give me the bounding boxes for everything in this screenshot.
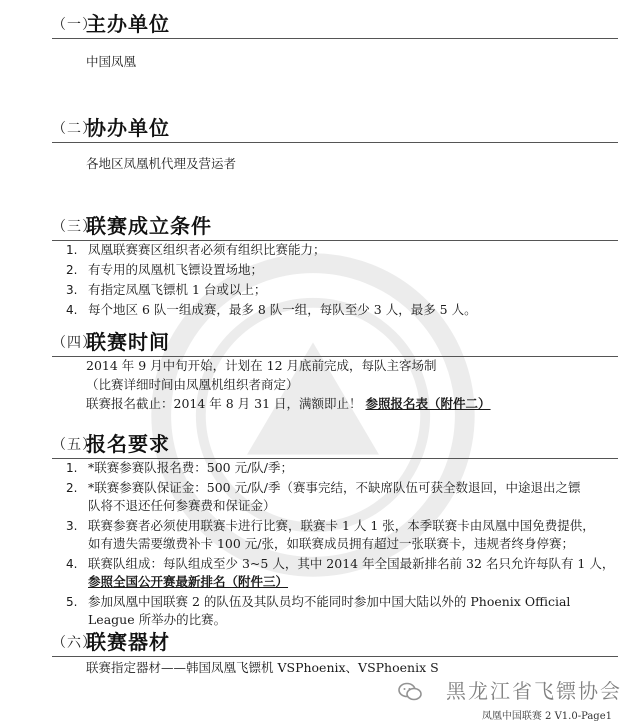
list-text-continued: League 所举办的比赛。: [88, 612, 227, 627]
list-item: [0, 458, 640, 478]
section-number: （二）: [52, 121, 97, 137]
list-item: [0, 516, 640, 556]
section-title: 协办单位: [86, 116, 170, 140]
section-schedule: [0, 326, 640, 420]
section-text: 中国凤凰: [86, 54, 137, 69]
list-item: [0, 300, 640, 320]
section-title: 主办单位: [86, 12, 170, 36]
section-title: 联赛器材: [86, 630, 170, 654]
registration-form-link[interactable]: 参照报名表（附件二）: [365, 396, 491, 411]
page-footer: 凤凰中国联赛 2 V1.0-Page1: [481, 711, 612, 722]
registration-deadline: [86, 394, 491, 414]
list-item: [0, 554, 640, 594]
schedule-line: 2014 年 9 月中旬开始，计划在 12 月底前完成，每队主客场制: [86, 358, 437, 373]
section-conditions: [0, 210, 640, 324]
list-text: 联赛队组成：每队组成至少 3~5 人，其中 2014 年全国最新排名前 32 名只允许每队有 1 人，: [88, 556, 615, 571]
wechat-icon: [398, 682, 422, 702]
list-number: 3.: [66, 283, 78, 297]
section-co-organizer: [0, 112, 640, 182]
list-text: 联赛参赛者必须使用联赛卡进行比赛，联赛卡 1 人 1 张，本季联赛卡由凤凰中国免费提供，: [88, 518, 595, 533]
list-text: 有专用的凤凰机飞镖设置场地；: [88, 262, 264, 277]
list-number: 1.: [66, 461, 78, 475]
list-text-continued: 如有遗失需要缴费补卡 100 元/张，如联赛成员拥有超过一张联赛卡，违规者终身停赛；: [88, 536, 575, 551]
ranking-link[interactable]: 参照全国公开赛最新排名（附件三）: [88, 574, 289, 589]
list-text: 有指定凤凰飞镖机 1 台或以上；: [88, 282, 267, 297]
list-text: 每个地区 6 队一组成赛，最多 8 队一组，每队至少 3 人，最多 5 人。: [88, 302, 477, 317]
list-text-continued: 队将不退还任何参赛费和保证金）: [88, 498, 276, 513]
section-number: （四）: [52, 335, 97, 351]
section-title: 联赛时间: [86, 330, 170, 354]
list-item: [0, 280, 640, 300]
list-text: 参加凤凰中国联赛 2 的队伍及其队员均不能同时参加中国大陆以外的 Phoenix Official: [88, 594, 571, 609]
brand-watermark: 黑龙江省飞镖协会: [446, 679, 622, 703]
list-number: 2.: [66, 263, 78, 277]
list-item: [0, 260, 640, 280]
list-text: *联赛参赛队保证金：500 元/队/季（赛事完结，不缺席队伍可获全数退回，中途退出之镖: [88, 480, 581, 495]
section-text: 各地区凤凰机代理及营运者: [86, 156, 237, 171]
section-text: 联赛指定器材——韩国凤凰飞镖机 VSPhoenix、VSPhoenix S: [86, 660, 439, 675]
list-text: 凤凰联赛赛区组织者必须有组织比赛能力；: [88, 242, 326, 257]
section-title: 报名要求: [86, 432, 170, 456]
schedule-note: （比赛详细时间由凤凰机组织者商定）: [86, 377, 299, 392]
list-item: [0, 478, 640, 518]
section-title: 联赛成立条件: [86, 214, 212, 238]
deadline-text: 联赛报名截止：2014 年 8 月 31 日，满额即止！: [86, 396, 362, 411]
section-number: （一）: [52, 17, 97, 33]
section-number: （五）: [52, 437, 97, 453]
section-organizer: [0, 8, 640, 78]
list-number: 3.: [66, 519, 78, 533]
section-number: （三）: [52, 219, 97, 235]
section-requirements: [0, 428, 640, 627]
list-number: 2.: [66, 481, 78, 495]
list-number: 4.: [66, 303, 78, 317]
list-item: [0, 240, 640, 260]
list-text: *联赛参赛队报名费：500 元/队/季；: [88, 460, 294, 475]
section-number: （六）: [52, 635, 97, 651]
list-number: 1.: [66, 243, 78, 257]
list-number: 5.: [66, 595, 78, 609]
list-number: 4.: [66, 557, 78, 571]
